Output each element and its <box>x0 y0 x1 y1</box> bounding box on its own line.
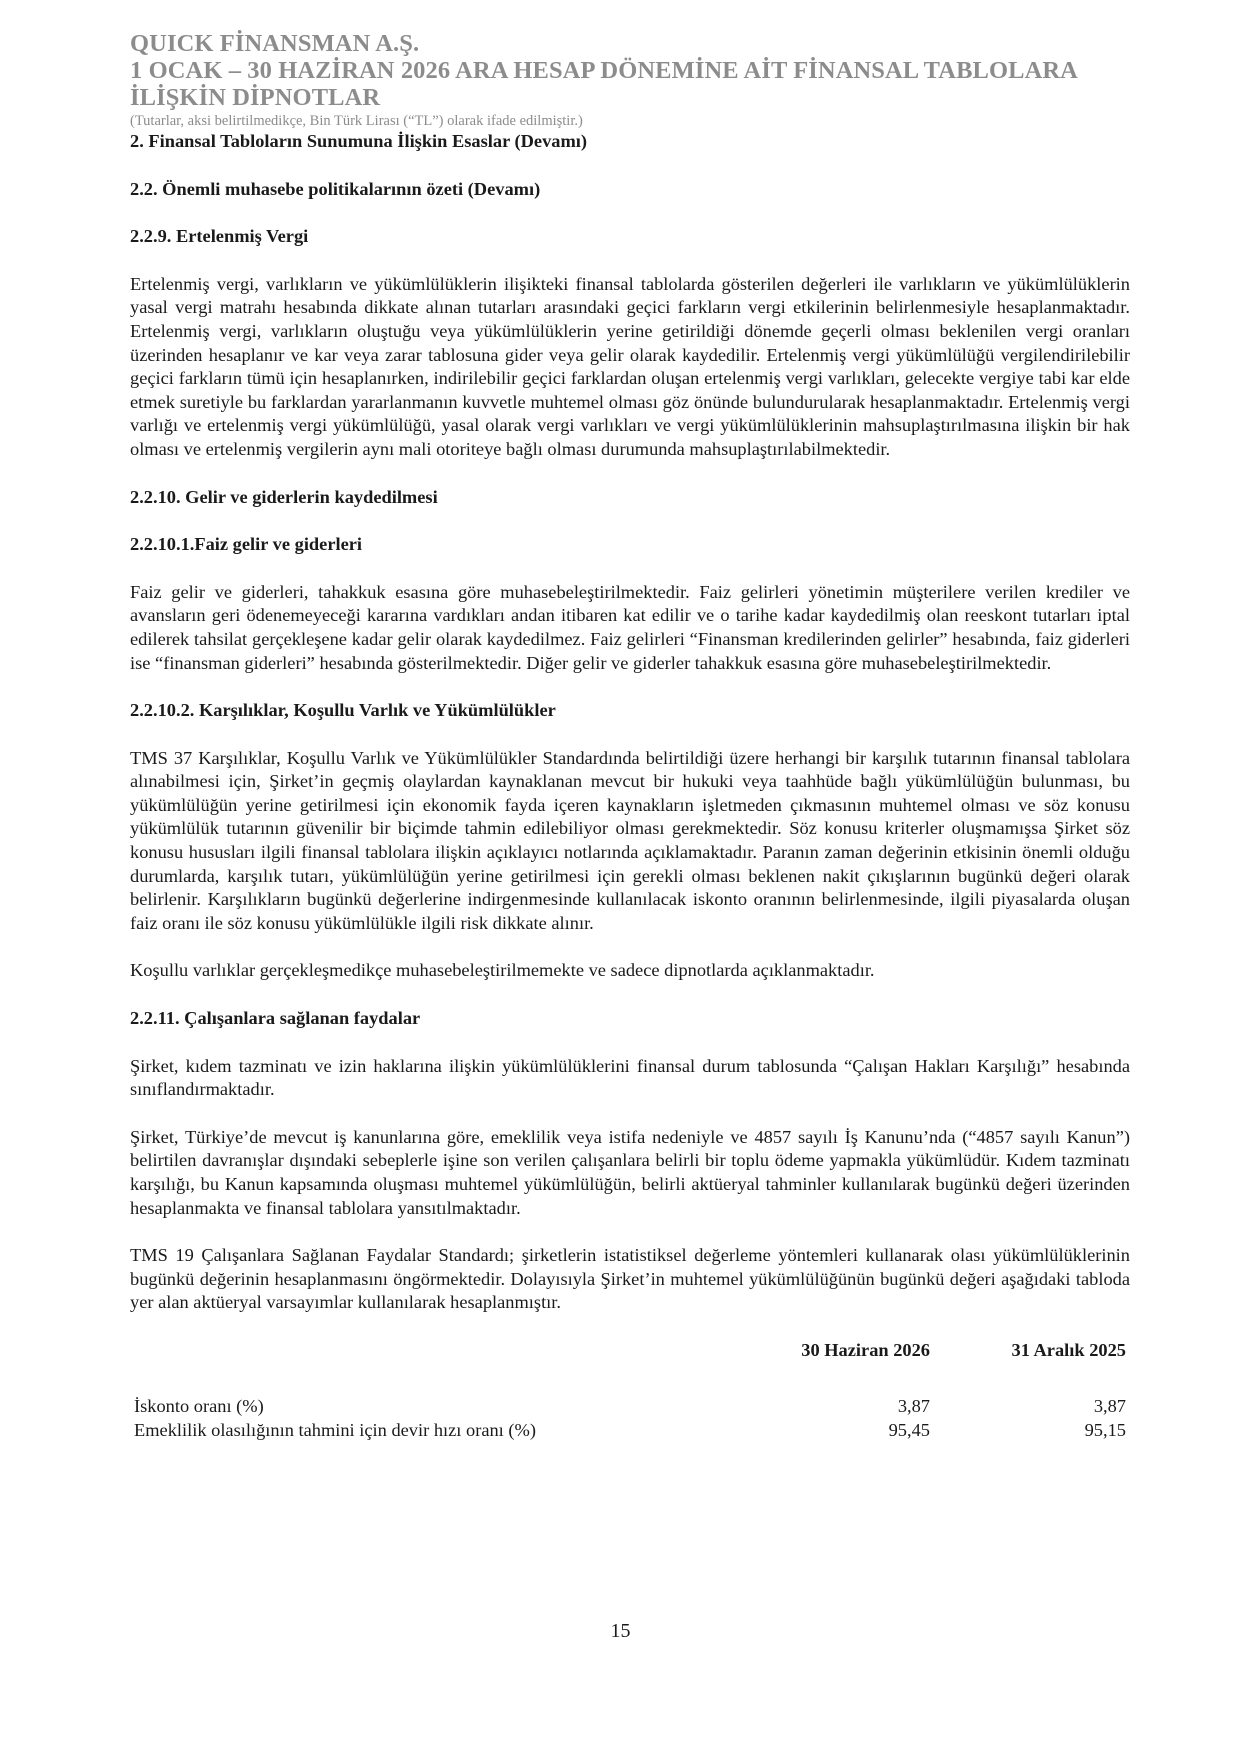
page-header <box>130 30 1130 130</box>
paragraph-employee-benefits-2: Şirket, Türkiye’de mevcut iş kanunlarına göre, emeklilik veya istifa nedeniyle ve 4857 sayılı İş Kanunu’nda (“4857 sayılı Kanun”) belirtilen davranışlar dışındaki sebeplerle işine son verilen çalışanlara belirli bir toplu ödeme yapmakla yükümlüdür. Kıdem tazminatı karşılığı, bu Kanun kapsamında oluşması muhtemel yükümlülüğün, belirli aktüeryal tahminler kullanılarak bugünkü değeri üzerinden hesaplanmakta ve finansal tablolara yansıtılmaktadır. <box>130 1126 1130 1218</box>
table-cell-value: 3,87 <box>1093 1395 1126 1416</box>
section-heading-2-2: 2.2. Önemli muhasebe politikalarının özeti (Devamı) <box>130 178 541 199</box>
report-title-line-1: 1 OCAK – 30 HAZİRAN 2026 ARA HESAP DÖNEMİNE AİT FİNANSAL TABLOLARA <box>130 57 1078 84</box>
section-heading-2-2-9: 2.2.9. Ertelenmiş Vergi <box>130 226 309 247</box>
page-number: 15 <box>610 1620 631 1642</box>
section-heading-2-2-10-2: 2.2.10.2. Karşılıklar, Koşullu Varlık ve Yükümlülükler <box>130 700 556 721</box>
company-name: QUICK FİNANSMAN A.Ş. <box>130 30 420 57</box>
section-heading-2: 2. Finansal Tabloların Sunumuna İlişkin Esaslar (Devamı) <box>130 131 588 151</box>
paragraph-deferred-tax: Ertelenmiş vergi, varlıkların ve yükümlülüklerin ilişikteki finansal tablolarda gösterilen değerleri ile varlıkların ve yükümlülüklerin yasal vergi matrahı hesabında dikkate alınan tutarları arasındaki geçici farkların vergi etkilerinin belirlenmesiyle hesaplanmaktadır. Ertelenmiş vergi, varlıkların oluştuğu veya yükümlülüklerin yerine getirildiği dönemde geçerli olması beklenilen vergi oranları üzerinden hesaplanır ve kar veya zarar tablosuna gider veya gelir olarak kaydedilir. Ertelenmiş vergi yükümlülüğü vergilendirilebilir geçici farkların tümü için hesaplanırken, indirilebilir geçici farklardan oluşan ertelenmiş vergi varlıkları, gelecekte vergiye tabi kar elde etmek suretiyle bu farklardan yararlanmanın kuvvetle muhtemel olması göz önünde bulundurularak hesaplanmaktadır. Ertelenmiş vergi varlığı ve ertelenmiş vergi yükümlülüğü, yasal olarak vergi varlıkları ve vergi yükümlülüklerinin mahsuplaştırılmasına ilişkin bir hak olması ve ertelenmiş vergilerin aynı mali otoriteye bağlı olması durumunda mahsuplaştırılabilmektedir. <box>130 273 1130 459</box>
table-cell-value: 95,15 <box>1084 1419 1126 1440</box>
section-heading-2-2-10-1: 2.2.10.1.Faiz gelir ve giderleri <box>130 534 363 555</box>
paragraph-contingent-assets: Koşullu varlıklar gerçekleşmedikçe muhasebeleştirilmemekte ve sadece dipnotlarda açıklanmaktadır. <box>130 960 875 981</box>
section-heading-2-2-11: 2.2.11. Çalışanlara sağlanan faydalar <box>130 1008 421 1029</box>
paragraph-employee-benefits-3: TMS 19 Çalışanlara Sağlanan Faydalar Standardı; şirketlerin istatistiksel değerleme yöntemleri kullanarak olası yükümlülüklerinin bugünkü değerinin hesaplanmasını öngörmektedir. Dolayısıyla Şirket’in muhtemel yükümlülüğünün bugünkü değeri aşağıdaki tabloda yer alan aktüeryal varsayımlar kullanılarak hesaplanmıştır. <box>130 1245 1130 1313</box>
paragraph-employee-benefits-1: Şirket, kıdem tazminatı ve izin haklarına ilişkin yükümlülüklerini finansal durum tablosunda “Çalışan Hakları Karşılığı” hesabında sınıflandırmaktadır. <box>130 1055 1130 1100</box>
table-row <box>130 1395 1130 1419</box>
table-cell-label: Emeklilik olasılığının tahmini için devir hızı oranı (%) <box>134 1419 536 1440</box>
paragraph-provisions: TMS 37 Karşılıklar, Koşullu Varlık ve Yükümlülükler Standardında belirtildiği üzere herhangi bir karşılık tutarının finansal tablolara alınabilmesi için, Şirket’in geçmiş olaylardan kaynaklanan mevcut bir hukuki veya taahhüde bağlı yükümlülüğün bulunması, bu yükümlülüğün yerine getirilmesi için ekonomik fayda içeren kaynakların işletmeden çıkmasının muhtemel olması ve söz konusu yükümlülük tutarının güvenilir bir biçimde tahmin edilebiliyor olması gerekmektedir. Söz konusu kriterler oluşmamışsa Şirket söz konusu hususları ilgili finansal tablolara ilişkin açıklayıcı notlarında açıklamaktadır. Paranın zaman değerinin etkisinin önemli olduğu durumlarda, karşılık tutarı, yükümlülüğün yerine getirilmesi için gerekli olması beklenen nakit çıkışlarının bugünkü değeri olarak belirlenir. Karşılıkların bugünkü değerlerine indirgenmesinde kullanılacak iskonto oranının belirlenmesinde, ilgili piyasalarda oluşan faiz oranı ile söz konusu yükümlülükle ilgili risk dikkate alınır. <box>130 747 1130 933</box>
table-header-col-2: 31 Aralık 2025 <box>1011 1339 1126 1360</box>
actuarial-assumptions-table <box>130 1339 1130 1459</box>
table-cell-label: İskonto oranı (%) <box>134 1395 264 1416</box>
section-heading-2-2-10: 2.2.10. Gelir ve giderlerin kaydedilmesi <box>130 486 438 507</box>
page-content <box>130 130 1130 1459</box>
report-title-line-2: İLİŞKİN DİPNOTLAR <box>130 84 381 111</box>
currency-note: (Tutarlar, aksi belirtilmedikçe, Bin Türk Lirası (“TL”) olarak ifade edilmiştir.) <box>130 113 583 129</box>
paragraph-interest-income: Faiz gelir ve giderleri, tahakkuk esasına göre muhasebeleştirilmektedir. Faiz gelirleri yönetimin müşterilere verilen krediler ve avansların geri ödenemeyeceği kararına vardıkları andan itibaren kat edilir ve o tarihe kadar kaydedilmiş olan reeskont tutarları iptal edilerek tahsilat gerçekleşene kadar gelir olarak kaydedilmez. Faiz gelirleri “Finansman kredilerinden gelirler” hesabında, faiz giderleri ise “finansman giderleri” hesabında gösterilmektedir. Diğer gelir ve giderler tahakkuk esasına göre muhasebeleştirilmektedir. <box>130 581 1130 673</box>
table-cell-value: 3,87 <box>897 1395 930 1416</box>
table-header-col-1: 30 Haziran 2026 <box>801 1339 930 1360</box>
table-cell-value: 95,45 <box>888 1419 930 1440</box>
table-row <box>130 1419 1130 1443</box>
